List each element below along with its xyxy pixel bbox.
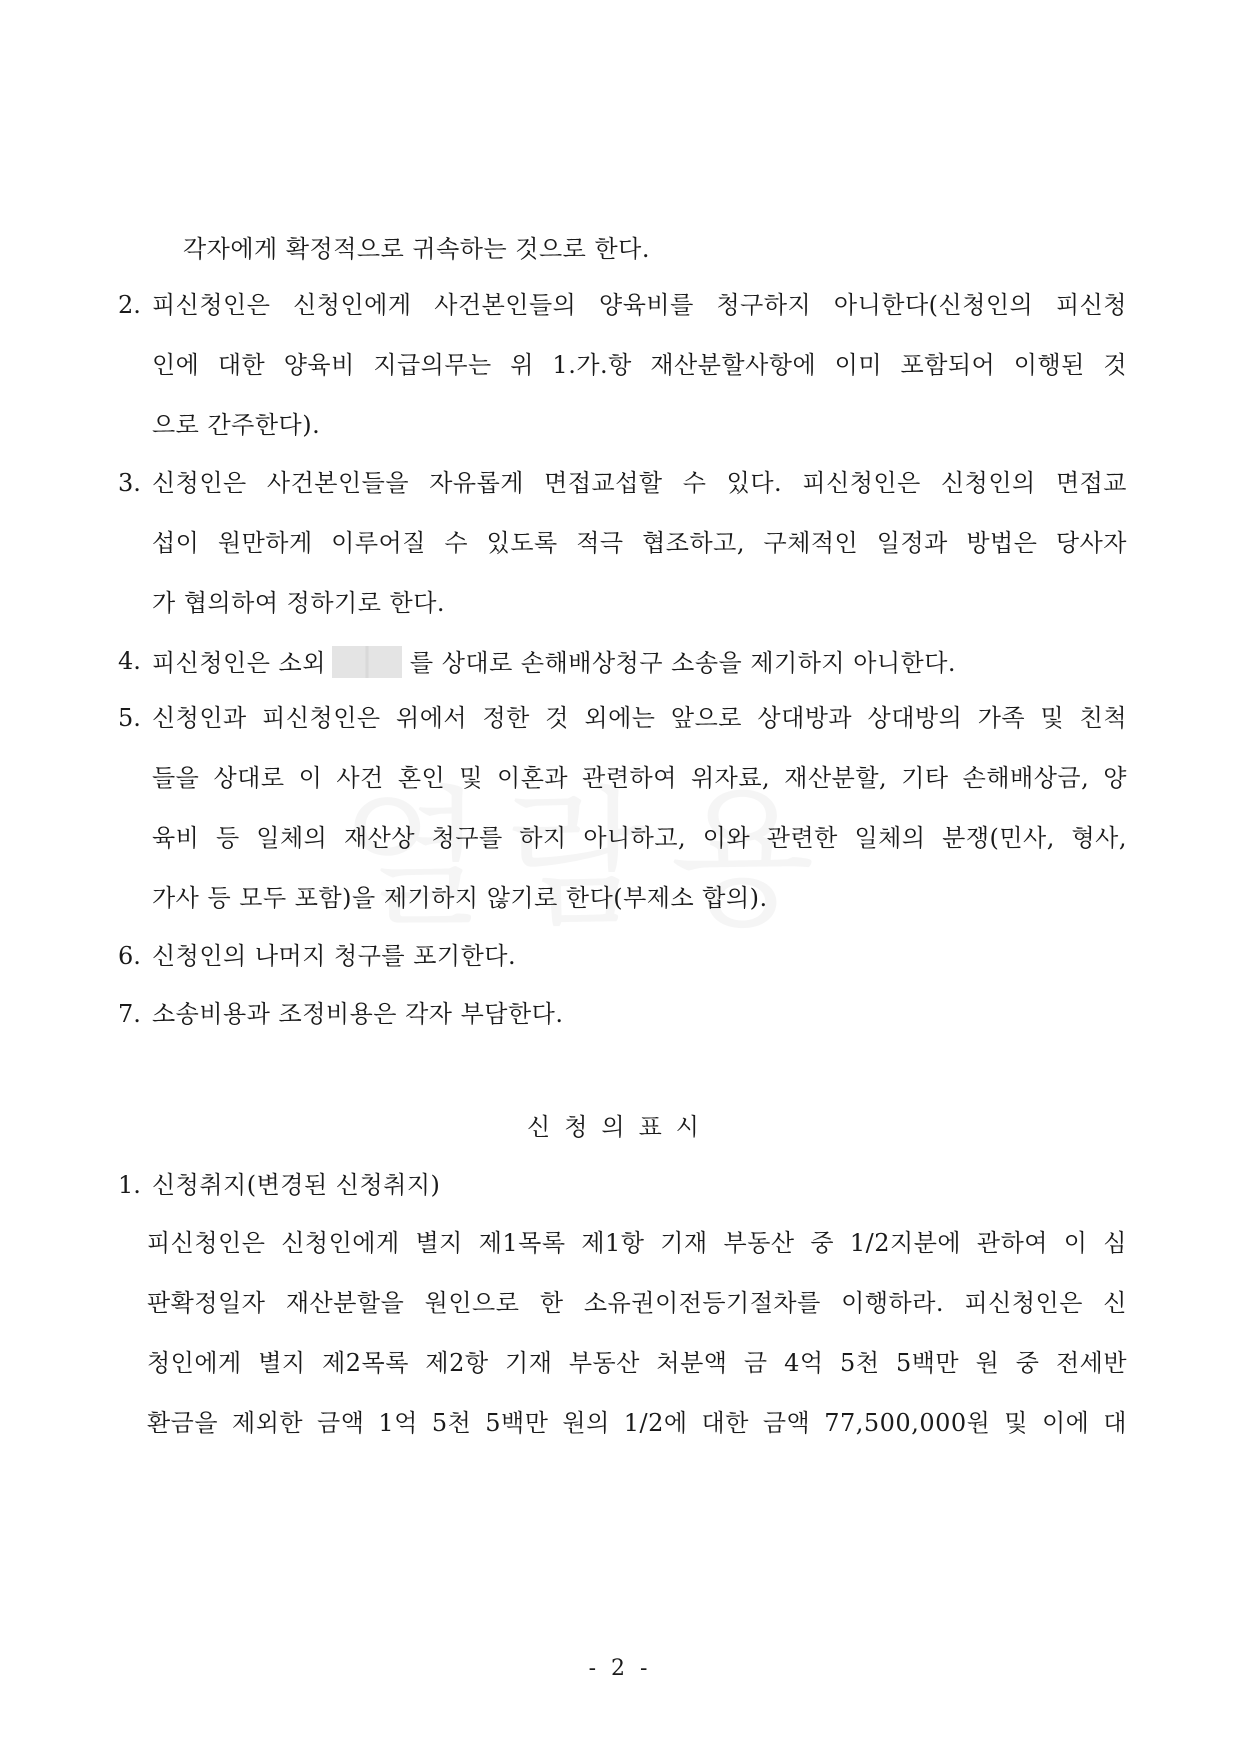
continuation-line: 각자에게 확정적으로 귀속하는 것으로 한다. xyxy=(183,235,650,263)
item-4-text-after: 를 상대로 손해배상청구 소송을 제기하지 아니한다. xyxy=(409,649,957,677)
item-5-line-4: 가사 등 모두 포함)을 제기하지 않기로 한다(부제소 합의). xyxy=(152,884,768,912)
item-5-line-2: 들을 상대로 이 사건 혼인 및 이혼과 관련하여 위자료, 재산분할, 기타 손해배상금, 양 xyxy=(152,764,1127,792)
item-2-line-2: 인에 대한 양육비 지급의무는 위 1.가.항 재산분할사항에 이미 포함되어 이행된 것 xyxy=(152,351,1127,379)
body-line-1: 피신청인은 신청인에게 별지 제1목록 제1항 기재 부동산 중 1/2지분에 관하여 이 심 xyxy=(147,1229,1127,1257)
body-line-3: 청인에게 별지 제2목록 제2항 기재 부동산 처분액 금 4억 5천 5백만 원 중 전세반 xyxy=(147,1349,1127,1377)
item-number: 4. xyxy=(118,647,141,675)
item-4-line xyxy=(152,646,956,678)
page-number: - 2 - xyxy=(588,1656,652,1681)
redacted-name xyxy=(332,646,402,678)
item-3-line-1: 신청인은 사건본인들을 자유롭게 면접교섭할 수 있다. 피신청인은 신청인의 면접교 xyxy=(152,469,1127,497)
item-7-line: 소송비용과 조정비용은 각자 부담한다. xyxy=(152,1000,564,1028)
section-item-label: 신청취지(변경된 신청취지) xyxy=(152,1171,441,1199)
item-5-line-1: 신청인과 피신청인은 위에서 정한 것 외에는 앞으로 상대방과 상대방의 가족 및 친척 xyxy=(152,704,1127,732)
item-number: 3. xyxy=(118,469,141,497)
item-number: 6. xyxy=(118,942,141,970)
section-item-number: 1. xyxy=(118,1171,141,1199)
item-3-line-3: 가 협의하여 정하기로 한다. xyxy=(152,589,446,617)
item-3-line-2: 섭이 원만하게 이루어질 수 있도록 적극 협조하고, 구체적인 일정과 방법은 당사자 xyxy=(152,529,1127,557)
section-title: 신청의표시 xyxy=(527,1113,713,1141)
body-line-4: 환금을 제외한 금액 1억 5천 5백만 원의 1/2에 대한 금액 77,500,000원 및 이에 대 xyxy=(147,1409,1127,1437)
item-2-line-1: 피신청인은 신청인에게 사건본인들의 양육비를 청구하지 아니한다(신청인의 피신청 xyxy=(152,291,1127,319)
item-5-line-3: 육비 등 일체의 재산상 청구를 하지 아니하고, 이와 관련한 일체의 분쟁(민사, 형사, xyxy=(152,824,1127,852)
item-number: 7. xyxy=(118,1000,141,1028)
item-2-line-3: 으로 간주한다). xyxy=(152,411,321,439)
item-4-text-before: 피신청인은 소외 xyxy=(152,649,326,677)
item-number: 5. xyxy=(118,704,141,732)
body-line-2: 판확정일자 재산분할을 원인으로 한 소유권이전등기절차를 이행하라. 피신청인은 신 xyxy=(147,1289,1127,1317)
item-number: 2. xyxy=(118,291,141,319)
item-6-line: 신청인의 나머지 청구를 포기한다. xyxy=(152,942,517,970)
